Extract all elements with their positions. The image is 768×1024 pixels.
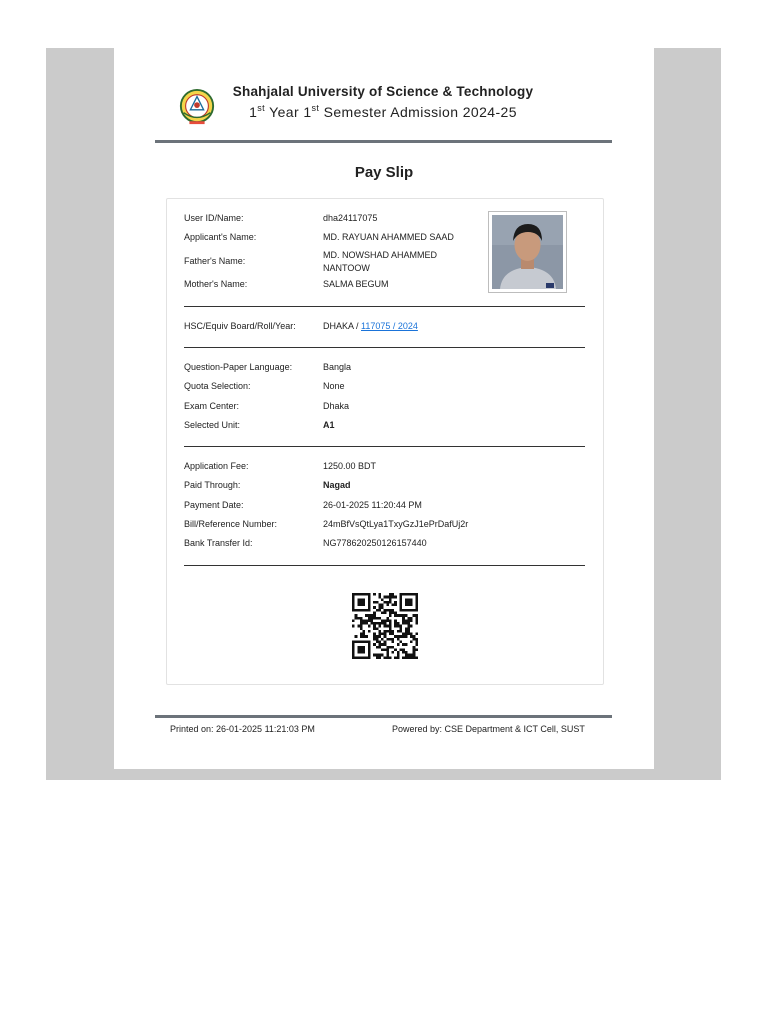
exam-center-value: Dhaka	[323, 401, 350, 411]
mother-name-value: SALMA BEGUM	[323, 279, 389, 289]
quota-label: Quota Selection:	[184, 381, 251, 391]
admission-title: 1st Year 1st Semester Admission 2024-25	[249, 103, 517, 120]
footer-divider	[155, 715, 612, 718]
user-id-value: dha24117075	[323, 213, 378, 223]
exam-center-label: Exam Center:	[184, 401, 240, 411]
applicant-photo	[488, 211, 567, 293]
hsc-board: DHAKA /	[323, 321, 362, 331]
hsc-value	[323, 321, 583, 332]
payment-date-value: 26-01-2025 11:20:44 PM	[323, 500, 422, 510]
selected-unit-value: A1	[323, 420, 335, 430]
fee-value: 1250.00 BDT	[323, 461, 377, 471]
section-divider	[184, 306, 585, 307]
mother-name-label: Mother's Name:	[184, 279, 248, 289]
hsc-roll-link[interactable]: 117075 / 2024	[361, 321, 418, 331]
bill-reference-label: Bill/Reference Number:	[184, 519, 278, 529]
printed-on: Printed on: 26-01-2025 11:21:03 PM	[170, 724, 315, 734]
selected-unit-label: Selected Unit:	[184, 420, 241, 430]
applicant-photo-image	[492, 215, 563, 289]
bank-transfer-label: Bank Transfer Id:	[184, 538, 253, 548]
father-name-value: MD. NOWSHAD AHAMMED NANTOOW	[323, 250, 438, 273]
payment-date-label: Payment Date:	[184, 500, 244, 510]
applicant-name-label: Applicant's Name:	[184, 232, 257, 242]
header-divider	[155, 140, 612, 143]
slip-card	[166, 198, 604, 685]
qr-code-icon	[350, 593, 420, 659]
header	[114, 48, 654, 144]
hsc-label: HSC/Equiv Board/Roll/Year:	[184, 321, 296, 331]
bank-transfer-value: NG778620250126157440	[323, 538, 427, 548]
paid-through-label: Paid Through:	[184, 480, 241, 490]
language-value: Bangla	[323, 362, 352, 372]
pay-slip-page	[114, 48, 654, 769]
fee-label: Application Fee:	[184, 461, 249, 471]
powered-by: Powered by: CSE Department & ICT Cell, SUST	[392, 724, 585, 734]
section-divider	[184, 446, 585, 447]
section-divider	[184, 565, 585, 566]
university-name: Shahjalal University of Science & Technology	[232, 84, 534, 99]
father-name-label: Father's Name:	[184, 256, 246, 266]
page-title: Pay Slip	[354, 164, 414, 181]
language-label: Question-Paper Language:	[184, 362, 293, 372]
section-divider	[184, 347, 585, 348]
bill-reference-value: 24mBfVsQtLya1TxyGzJ1ePrDafUj2r	[323, 519, 469, 529]
university-seal-icon	[178, 88, 216, 126]
user-id-label: User ID/Name:	[184, 213, 244, 223]
applicant-name-value: MD. RAYUAN AHAMMED SAAD	[323, 232, 454, 242]
quota-value: None	[323, 381, 345, 391]
paid-through-value: Nagad	[323, 480, 351, 490]
